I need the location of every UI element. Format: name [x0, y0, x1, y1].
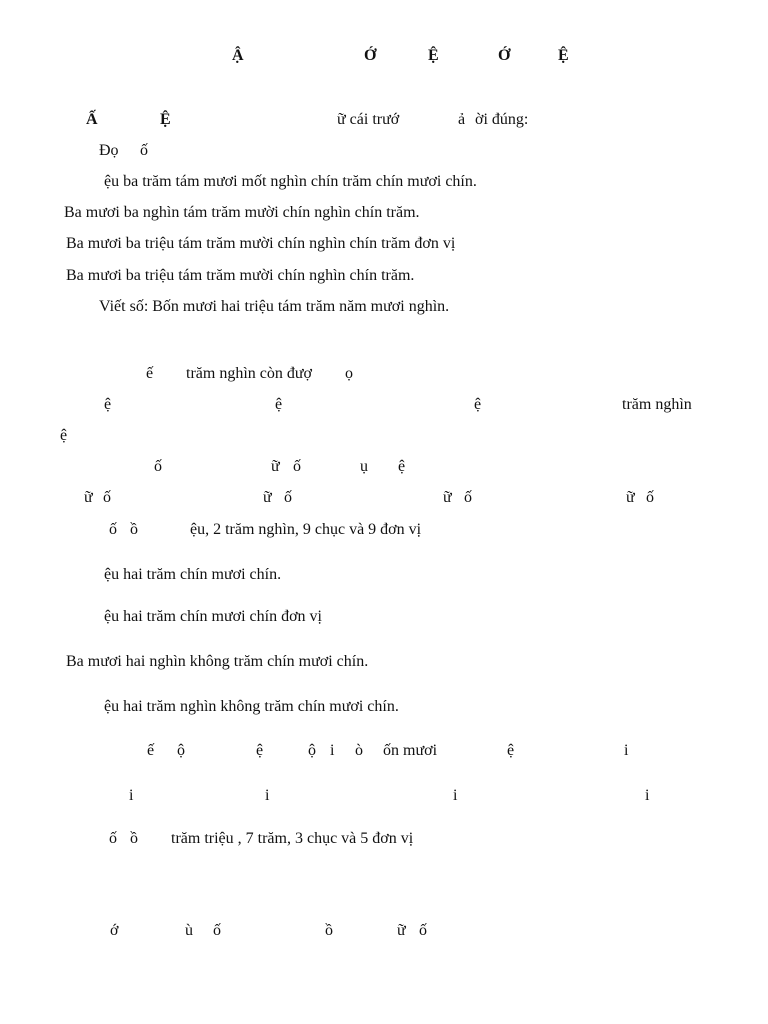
text-fragment: trăm nghìn còn đượ	[186, 365, 312, 382]
text-fragment: i	[265, 787, 270, 804]
answer-option: ệu hai trăm chín mươi chín đơn vị	[104, 608, 322, 625]
answer-option: ệu ba trăm tám mươi mốt nghìn chín trăm chín mươi chín.	[104, 173, 477, 190]
text-fragment: ữ	[263, 489, 272, 506]
section-heading: Ệ	[160, 111, 171, 128]
answer-option: Ba mươi hai nghìn không trăm chín mươi chín.	[66, 653, 369, 670]
text-fragment: ệ	[60, 427, 68, 444]
title-glyph: Ệ	[558, 47, 569, 64]
text-fragment: ệ	[474, 396, 482, 413]
text-fragment: ố	[293, 458, 301, 475]
text-fragment: ệ	[398, 458, 406, 475]
text-fragment: ố	[284, 489, 292, 506]
text-fragment: ố	[646, 489, 654, 506]
text-fragment: ọ	[345, 365, 353, 382]
text-fragment: trăm nghìn	[622, 396, 692, 413]
text-fragment: ữ	[271, 458, 280, 475]
text-fragment: ố	[213, 922, 221, 939]
answer-option: ệu hai trăm chín mươi chín.	[104, 566, 282, 583]
question-label: Đọ	[99, 142, 119, 159]
text-fragment: ệ	[256, 742, 264, 759]
text-fragment: ữ	[84, 489, 93, 506]
section-instruction: ữ cái trướ	[337, 111, 400, 128]
answer-option: Ba mươi ba nghìn tám trăm mười chín nghìn chín trăm.	[64, 204, 420, 221]
text-fragment: ữ	[443, 489, 452, 506]
answer-option: Ba mươi ba triệu tám trăm mười chín nghìn chín trăm.	[66, 267, 415, 284]
text-fragment: ốn mươi	[383, 742, 438, 759]
text-fragment: i	[129, 787, 134, 804]
question-label: ồ	[130, 830, 138, 847]
question-text: Viết số: Bốn mươi hai triệu tám trăm năm mươi nghìn.	[99, 298, 450, 315]
question-text: ệu, 2 trăm nghìn, 9 chục và 9 đơn vị	[190, 521, 422, 538]
text-fragment: ệ	[507, 742, 515, 759]
text-fragment: ố	[103, 489, 111, 506]
text-fragment: ộ	[308, 742, 316, 759]
section-heading: Ấ	[86, 111, 98, 128]
text-fragment: ộ	[177, 742, 185, 759]
answer-option: Ba mươi ba triệu tám trăm mười chín nghìn chín trăm đơn vị	[66, 235, 456, 252]
text-fragment: ố	[464, 489, 472, 506]
text-fragment: ố	[419, 922, 427, 939]
title-glyph: Ậ	[232, 47, 244, 64]
text-fragment: i	[330, 742, 335, 759]
text-fragment: ụ	[360, 458, 368, 475]
text-fragment: ù	[185, 922, 193, 939]
section-instruction: ời đúng:	[475, 111, 529, 128]
text-fragment: ố	[154, 458, 162, 475]
text-fragment: ồ	[325, 922, 333, 939]
section-instruction: ả	[458, 111, 466, 128]
text-fragment: i	[645, 787, 650, 804]
answer-option: ệu hai trăm nghìn không trăm chín mươi chín.	[104, 698, 399, 715]
text-fragment: ớ	[110, 922, 119, 939]
question-label: ố	[109, 521, 117, 538]
text-fragment: ò	[355, 742, 363, 759]
text-fragment: ệ	[104, 396, 112, 413]
question-label: ố	[109, 830, 117, 847]
question-label: ồ	[130, 521, 138, 538]
text-fragment: ế	[147, 742, 155, 759]
question-label: ố	[140, 142, 148, 159]
text-fragment: ế	[146, 365, 154, 382]
title-glyph: Ệ	[428, 47, 439, 64]
question-text: trăm triệu , 7 trăm, 3 chục và 5 đơn vị	[171, 830, 414, 847]
title-glyph: Ớ	[498, 47, 511, 64]
text-fragment: ữ	[397, 922, 406, 939]
text-fragment: ệ	[275, 396, 283, 413]
text-fragment: ữ	[626, 489, 635, 506]
text-fragment: i	[624, 742, 629, 759]
text-fragment: i	[453, 787, 458, 804]
title-glyph: Ớ	[364, 47, 377, 64]
